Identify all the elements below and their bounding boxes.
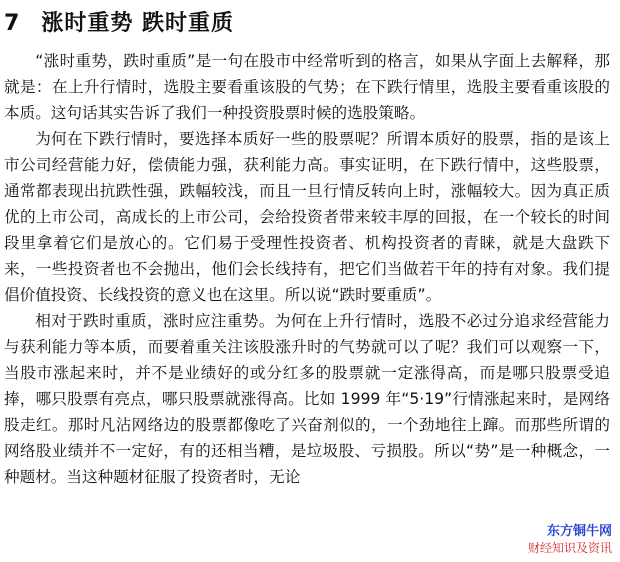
watermark-tagline: 财经知识及资讯 [527, 541, 612, 555]
section-heading [4, 6, 610, 42]
paragraph-1: “涨时重势，跌时重质”是一句在股市中经常听到的格言，如果从字面上去解释，那就是：在上升行情时，选股主要看重该股的气势；在下跌行情里，选股主要看重该股的本质。这句话其实告诉了我们一种投资股票时候的选股策略。 [4, 52, 610, 122]
watermark-site-name: 东方铜牛网 [526, 524, 614, 540]
section-number: 7 [4, 11, 20, 36]
paragraph-3: 相对于跌时重质，涨时应注重势。为何在上升行情时，选股不必过分追求经营能力与获利能力等本质，而要着重关注该股涨升时的气势就可以了呢？我们可以观察一下，当股市涨起来时，并不是业绩好的或分红多的股票就一定涨得高，而是哪只股票受追捧，哪只股票有亮点，哪只股票就涨得高。比如 1999 年“5·19”行情涨起来时，是网络股走红。那时凡沾网络边的股票都像吃了兴奋剂似的，一个劲地往上蹿。而那些所谓的网络股业绩并不一定好，有的还相当糟，是垃圾股、亏损股。所以“势”是一种概念，一种题材。当这种题材征服了投资者时，无论 [4, 312, 610, 486]
section-title: 涨时重势 跌时重质 [41, 11, 234, 36]
paragraph-2: 为何在下跌行情时，要选择本质好一些的股票呢？所谓本质好的股票，指的是该上市公司经营能力好，偿债能力强，获利能力高。事实证明，在下跌行情中，这些股票，通常都表现出抗跌性强，跌幅较浅，而且一旦行情反转向上时，涨幅较大。因为真正质优的上市公司，高成长的上市公司，会给投资者带来较丰厚的回报，在一个较长的时间段里拿着它们是放心的。它们易于受理性投资者、机构投资者的青睐，就是大盘跌下来，一些投资者也不会抛出，他们会长线持有，把它们当做若干年的持有对象。我们提倡价值投资、长线投资的意义也在这里。所以说“跌时要重质”。 [4, 130, 610, 304]
